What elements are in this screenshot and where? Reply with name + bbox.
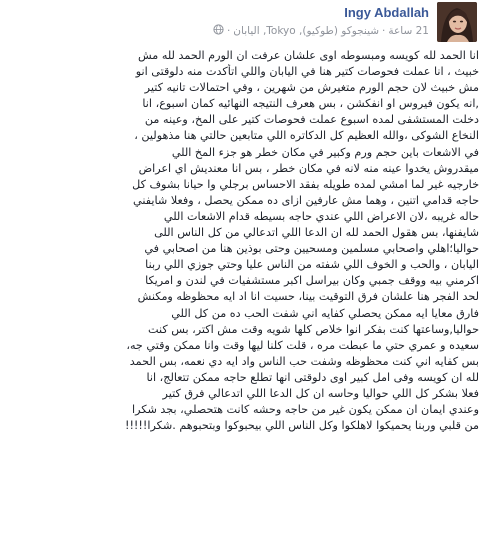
post-body-line: النخاع الشوكى ،والله العظيم كل الدكاتره اللي متابعين حالتي هنا مذهولين ، bbox=[134, 129, 479, 143]
post-body-line: دخلت المستشفى لمده اسبوع عملت فحوصات كتير على المخ، وعينه من bbox=[144, 113, 479, 127]
post-meta bbox=[210, 24, 429, 37]
post-body-line: بس كفايه اني كنت محظوظه وشفت حب الناس واد ايه دي نعمه، بس الحمد bbox=[129, 354, 479, 368]
post-body-line: حاجه قدامي اتنين ، وهما مش عارفين ازاى ده ممكن يحصل ، وفعلا شايفني bbox=[133, 193, 479, 207]
post-body-line: حواليا؛اهلي واصحابي مسلمين ومسحيين وحتى بوذين هنا من اصحابي في bbox=[144, 242, 479, 256]
post-body-line: حواليا,وساعتها كنت بفكر انوا خلاص كلها شويه وقت مش اكتر، بس كنت bbox=[147, 322, 479, 336]
post-body-line: اكرمني بيه ووقف جمبي وكان بيراسل اكبر مستشفيات في لندن و امريكا bbox=[145, 274, 479, 288]
meta-separator: · bbox=[226, 25, 231, 37]
post-body-line: ميقدروش يخدوا عينه منه لانه في مكان خطر ، بس انا معنديش اي اعراض bbox=[138, 161, 479, 175]
author-avatar[interactable] bbox=[437, 2, 477, 42]
post-location[interactable]: شينجوكو (طوكيو), Tokyo, اليابان bbox=[233, 25, 380, 37]
avatar-portrait-image bbox=[437, 2, 477, 42]
post-body-line: انا الحمد لله كويسه ومبسوطه اوى علشان عرفت ان الورم الحمد لله مش bbox=[138, 49, 479, 62]
post-timestamp[interactable]: 21 ساعة bbox=[388, 25, 429, 37]
post-body-line: فعلا بشكر كل اللي حواليا وحاسه ان كل الدعا اللي اتدعالي فرق كتير bbox=[162, 386, 479, 400]
post-body-line: حاله غريبه ،لان الاعراض اللي عندي حاجه بسيطه قدام الاشعات اللي bbox=[163, 209, 479, 223]
post-body-line: شايفنها، بس هقول الحمد لله ان الدعا اللي اتدعالي من كل الناس اللى bbox=[154, 226, 479, 240]
post-body-line: وعندي ايمان ان ممكن يكون غير من حاجه وحشه كانت هتحصلي، بجد شكرا bbox=[132, 403, 479, 417]
post-body-line: في الاشعات باين حجم ورم وكبير في مكان خطر هو جزء المخ اللي bbox=[171, 145, 479, 159]
post-body-line: فارق معايا ايه ممكن يحصلي كفايه اني شفت الحب ده من كل اللي bbox=[171, 306, 479, 320]
post-body-line: لله ان كويسه وفى امل كبير اوى دلوقتى انها تطلع حاجه ممكن تتعالج، انا bbox=[146, 370, 479, 384]
post-body bbox=[5, 48, 479, 434]
globe-icon[interactable] bbox=[213, 24, 224, 35]
post-body-line: من قلبي وربنا يحميكوا لاهلكوا وكل الناس اللي بيحبوكوا وبتحبوهم .شكرا!!!!! bbox=[124, 419, 479, 433]
post-body-line: خبيث ، انا عملت فحوصات كتير هنا في اليابان واللي اتأكدت منه دلوقتى انو bbox=[135, 65, 479, 79]
meta-separator: · bbox=[382, 25, 386, 37]
post-body-line: مش خبيث لان حجم الورم متغيرش من شهرين ، وفي احتمالات تانيه كتير bbox=[144, 81, 479, 95]
post-body-line: لحد الفجر هنا علشان فرق التوقيت بينا، حسيت انا اد ايه محظوظه ومكنش bbox=[137, 290, 479, 304]
post-body-line: سعيده و عمري حتي ما عبطت مره ، قلت كلنا ليها وقت وانا ممكن وقتي جه، bbox=[126, 338, 479, 352]
post-body-line: اليابان ، والحب و الخوف اللي شفته من الناس عليا وحتي جوزي اللي ربنا bbox=[145, 258, 479, 272]
post-body-line: خارجيه غير لما امشي لمده طويله بفقد الاحساس برجلي وا حيانا بشوف كل bbox=[132, 177, 479, 191]
author-name-link[interactable]: Ingy Abdallah bbox=[344, 5, 429, 20]
post-body-line: ,انه يكون فيروس او انفكشن ، بس هعرف النتيجه النهائيه كمان اسبوع، انا bbox=[142, 97, 479, 111]
post-header bbox=[0, 0, 483, 50]
